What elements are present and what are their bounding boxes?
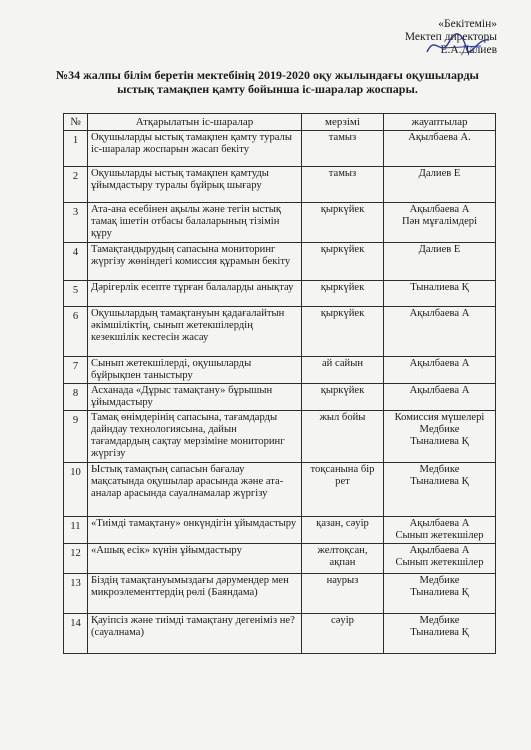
row-task: Оқушыларды ыстық тамақпен қамту туралы іс-шаралар жоспарын жасап бекіту [88,131,302,167]
table-row [64,357,496,384]
responsible-person: Ақылбаева А [409,358,470,369]
row-responsible [384,307,496,357]
row-number: 10 [64,463,88,517]
row-task: «Тиімді тамақтану» онкүндігін ұйымдастыру [88,517,302,544]
responsible-person: Медбике [419,424,460,435]
row-task: Ата-ана есебінен ақылы және тегін ыстық тамақ ішетін отбасы балаларының тізімін құру [88,203,302,243]
table-row [64,463,496,517]
row-deadline: қыркүйек [302,307,384,357]
table-row [64,574,496,614]
row-number: 12 [64,544,88,574]
header-number: № [64,114,88,131]
row-responsible [384,614,496,654]
table-row [64,307,496,357]
row-responsible [384,281,496,307]
row-task: Сынып жетекшілерді, оқушыларды бұйрықпен таныстыру [88,357,302,384]
plan-table [63,113,496,654]
approval-name: Е.А.Далиев [440,44,497,56]
row-number: 3 [64,203,88,243]
row-number: 5 [64,281,88,307]
row-task: Тамақтандырудың сапасына мониторинг жүргізу жөніндегі комиссия құрамын бекіту [88,243,302,281]
table-row [64,411,496,463]
responsible-person: Ақылбаева А [409,518,470,529]
row-deadline: тамыз [302,167,384,203]
row-deadline: тамыз [302,131,384,167]
responsible-person: Медбике [419,615,460,626]
row-number: 14 [64,614,88,654]
responsible-person: Ақылбаева А [409,545,470,556]
row-task: «Ашық есік» күнін ұйымдастыру [88,544,302,574]
table-row [64,544,496,574]
row-number: 1 [64,131,88,167]
row-deadline: желтоқсан, ақпан [302,544,384,574]
table-row [64,243,496,281]
header-task: Атқарылатын іс-шаралар [88,114,302,131]
row-responsible [384,167,496,203]
table-row [64,131,496,167]
table-row [64,384,496,411]
row-deadline: қыркүйек [302,384,384,411]
responsible-person: Комиссия мүшелері [394,412,485,423]
responsible-person: Тыналиева Қ [410,476,469,487]
table-header-row [64,114,496,131]
row-responsible [384,357,496,384]
responsible-person: Тыналиева Қ [410,627,469,638]
document-title: №34 жалпы білім беретін мектебінің 2019-2020 оқу жылындағы оқушыларды ыстық тамақпен қамту бойынша іс-шаралар жоспары. [56,68,479,96]
responsible-person: Медбике [419,575,460,586]
responsible-person: Тыналиева Қ [410,436,469,447]
row-task: Қауіпсіз және тиімді тамақтану дегеніміз не? (сауалнама) [88,614,302,654]
row-number: 9 [64,411,88,463]
responsible-person: Далиев Е [418,244,461,255]
row-deadline: қыркүйек [302,281,384,307]
row-deadline: жыл бойы [302,411,384,463]
approval-heading: «Бекітемін» [438,18,497,30]
row-responsible [384,517,496,544]
row-deadline: сәуір [302,614,384,654]
header-responsible: жауаптылар [384,114,496,131]
row-responsible [384,574,496,614]
responsible-person: Тыналиева Қ [410,587,469,598]
row-task: Ыстық тамақтың сапасын бағалау мақсатында оқушылар арасында және ата-аналар арасында сауалнамалар жүргізу [88,463,302,517]
responsible-person: Медбике [419,464,460,475]
row-responsible [384,384,496,411]
row-responsible [384,544,496,574]
row-task: Тамақ өнімдерінің сапасына, тағамдарды дайндау технологиясына, дайын тағамдардың сақтау мерзіміне мониторинг жүргізу [88,411,302,463]
table-row [64,517,496,544]
responsible-person: Сынып жетекшілер [395,557,484,568]
responsible-person: Сынып жетекшілер [395,530,484,541]
row-task: Дәрігерлік есепте тұрған балаларды анықтау [88,281,302,307]
row-responsible [384,411,496,463]
row-responsible [384,131,496,167]
row-task: Оқушыларды ыстық тамақпен қамтуды ұйымдастыру туралы бұйрық шығару [88,167,302,203]
row-responsible [384,243,496,281]
row-number: 4 [64,243,88,281]
responsible-person: Тыналиева Қ [410,282,469,293]
row-deadline: наурыз [302,574,384,614]
signature-icon [423,28,493,62]
row-task: Оқушылардың тамақтануын қадағалайтын әкімшіліктің, сынып жетекшілердің кезекшілік кестесін жасау [88,307,302,357]
table-row [64,203,496,243]
table-row [64,281,496,307]
responsible-person: Ақылбаева А [409,308,470,319]
row-number: 2 [64,167,88,203]
row-deadline: қыркүйек [302,203,384,243]
responsible-person: Пән мұғалімдері [401,216,478,227]
header-deadline: мерзімі [302,114,384,131]
responsible-person: Ақылбаева А [409,204,470,215]
row-deadline: қыркүйек [302,243,384,281]
table-row [64,167,496,203]
row-task: Біздің тамақтануымыздағы дәрумендер мен микроэлементтердің рөлі (Баяндама) [88,574,302,614]
responsible-person: Далиев Е [418,168,461,179]
row-number: 6 [64,307,88,357]
row-number: 7 [64,357,88,384]
table-row [64,614,496,654]
row-responsible [384,463,496,517]
row-deadline: ай сайын [302,357,384,384]
row-number: 13 [64,574,88,614]
responsible-person: Ақылбаева А [409,385,470,396]
row-number: 11 [64,517,88,544]
approval-position: Мектеп директоры [404,31,497,43]
row-responsible [384,203,496,243]
row-deadline: қазан, сәуір [302,517,384,544]
row-deadline: тоқсанына бір рет [302,463,384,517]
row-number: 8 [64,384,88,411]
row-task: Асханада «Дұрыс тамақтану» бұрышын ұйымдастыру [88,384,302,411]
responsible-person: Ақылбаева А. [408,132,471,143]
